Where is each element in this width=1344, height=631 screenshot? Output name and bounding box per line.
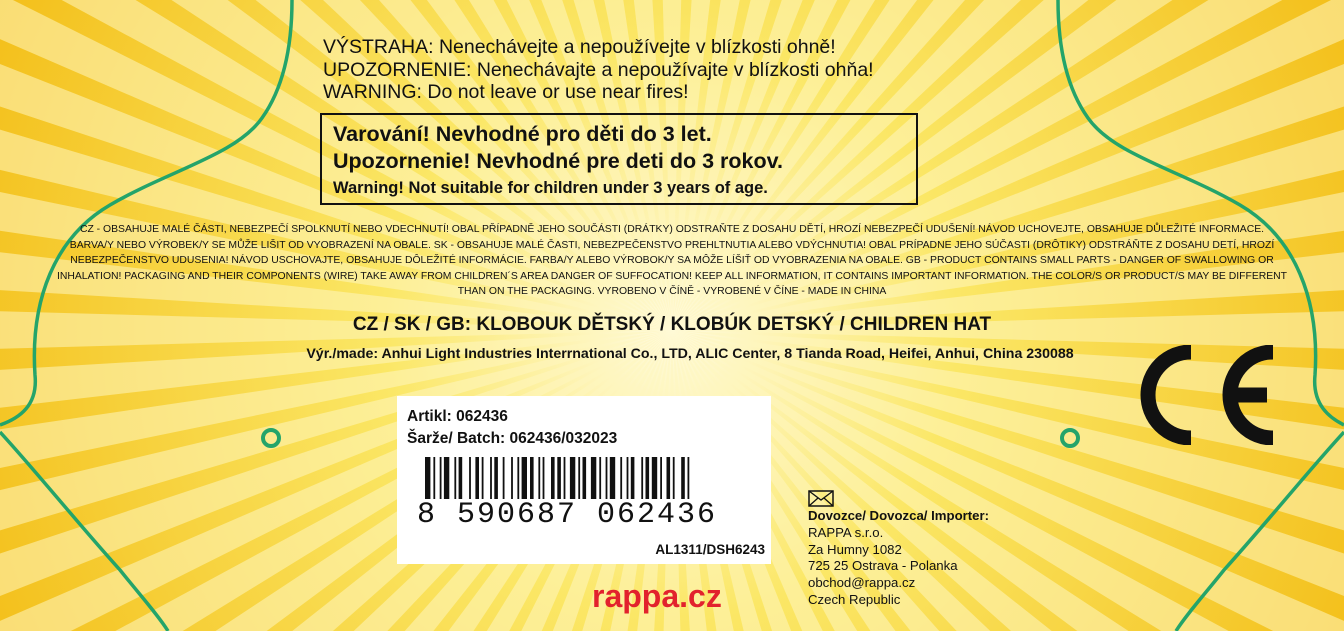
fine-print-line: NEBEZPEČENSTVO UDUSENIA! NÁVOD USCHOVAJTE, OBSAHUJE DÔLEŽITÉ INFORMÁCIE. FARBA/Y ALEBO VÝROBOK/Y SA MÔŽE LÍŠIŤ OD VYOBRAZENIA NA OBALE. GB - PRODUCT CONTAINS SMALL PARTS - DANGER OF SWALLOWING OR	[70, 255, 1274, 267]
barcode-digits: 8 590687 062436	[417, 498, 718, 532]
product-code: AL1311/DSH6243	[655, 542, 765, 557]
envelope-icon	[808, 490, 834, 507]
ce-mark	[1125, 345, 1281, 445]
fire-warnings	[323, 36, 874, 104]
rappa-logo: rappa.cz	[592, 578, 722, 614]
fire-warning-gb: WARNING: Do not leave or use near fires!	[323, 81, 689, 103]
product-title: CZ / SK / GB: KLOBOUK DĚTSKÝ / KLOBÚK DETSKÝ / CHILDREN HAT	[352, 314, 992, 335]
fire-warning-sk: UPOZORNENIE: Nenechávajte a nepoužívajte v blízkosti ohňa!	[323, 58, 874, 81]
fine-print-line: BARVA/Y NEBO VÝROBEK/Y SE MŮŽE LIŠIT OD VYOBRAZENÍ NA OBALE. SK - OBSAHUJE MALÉ ČASTI, NEBEZPEČENSTVO PREHLTNUTIA ALEBO VDÝCHNUTIA! OBAL PRÍPADNE JEHO SÚČASTI (DRÔTIKY) ODSTRÁŇTE Z DOSAHU DETÍ, HROZÍ	[69, 239, 1275, 251]
article-number: Artikl: 062436	[407, 408, 508, 425]
fine-print-line: INHALATION! PACKAGING AND THEIR COMPONENTS (WIRE) TAKE AWAY FROM CHILDREN´S AREA DANGER OF SUFFOCATION! KEEP ALL INFORMATION, IT CONTAINS IMPORTANT INFORMATION. THE COLOR/S OR PRODUCT/S MAY BE DIFFERENT	[56, 270, 1288, 282]
age-warning-sk: Upozornenie! Nevhodné pre deti do 3 rokov.	[333, 149, 783, 173]
importer-info	[808, 508, 989, 609]
fine-print-line: THAN ON THE PACKAGING. VYROBENO V ČÍNĚ - VYROBENÉ V ČÍNE - MADE IN CHINA	[457, 286, 887, 298]
fire-warning-cz: VÝSTRAHA: Nenechávejte a nepoužívejte v blízkosti ohně!	[323, 36, 836, 58]
manufacturer-info: Výr./made: Anhui Light Industries Interrnational Co., LTD, ALIC Center, 8 Tianda Road, Heifei, Anhui, China 230088	[306, 346, 1074, 362]
age-warning-cz: Varování! Nevhodné pro děti do 3 let.	[333, 122, 712, 146]
importer-line: Czech Republic	[808, 591, 901, 607]
importer-line: RAPPA s.r.o.	[808, 524, 884, 540]
product-label	[397, 396, 771, 564]
importer-line: 725 25 Ostrava - Polanka	[808, 558, 958, 574]
importer-line: Za Humny 1082	[808, 541, 902, 557]
barcode-graphic	[419, 457, 749, 499]
age-warning-gb: Warning! Not suitable for children under 3 years of age.	[333, 179, 768, 197]
age-warning-box	[320, 113, 918, 205]
safety-fine-print	[30, 222, 1314, 300]
importer-title: Dovozce/ Dovozca/ Importer:	[808, 508, 989, 523]
importer-email: obchod@rappa.cz	[808, 575, 916, 591]
batch-number: Šarže/ Batch: 062436/032023	[407, 430, 618, 447]
fine-print-line: CZ - OBSAHUJE MALÉ ČÁSTI, NEBEZPEČÍ SPOLKNUTÍ NEBO VDECHNUTÍ! OBAL PŘÍPADNĚ JEHO SOUČÁSTI (DRÁTKY) ODSTRAŇTE Z DOSAHU DĚTÍ, HROZÍ NEBEZPEČÍ UDUŠENÍ! NÁVOD UCHOVEJTE, OBSAHUJE DŮLEŽITÉ INFORMACE.	[79, 224, 1265, 235]
